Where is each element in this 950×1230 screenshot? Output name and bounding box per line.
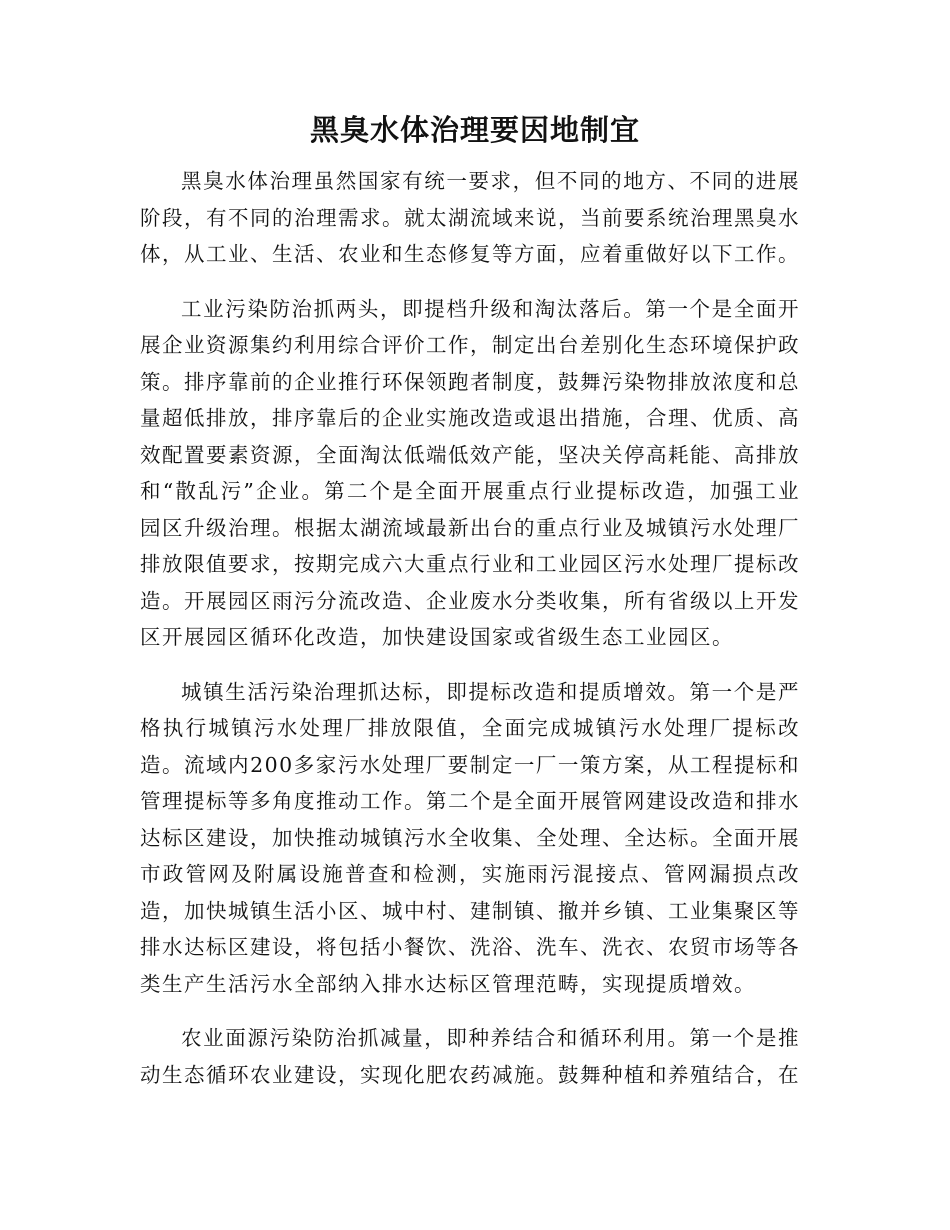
paragraph-intro: 黑臭水体治理虽然国家有统一要求，但不同的地方、不同的进展阶段，有不同的治理需求。就太湖流域来说，当前要系统治理黑臭水体，从工业、生活、农业和生态修复等方面，应着重做好以下工作。 bbox=[140, 169, 800, 266]
document-title: 黑臭水体治理要因地制宜 bbox=[309, 113, 640, 147]
paragraph-agriculture: 农业面源污染防治抓减量，即种养结合和循环利用。第一个是推动生态循环农业建设，实现化肥农药减施。鼓舞种植和养殖结合，在 bbox=[140, 1026, 800, 1087]
paragraph-industrial: 工业污染防治抓两头，即提档升级和淘汰落后。第一个是全面开展企业资源集约利用综合评价工作，制定出台差别化生态环境保护政策。排序靠前的企业推行环保领跑者制度，鼓舞污染物排放浓度和总量超低排放，排序靠后的企业实施改造或退出措施，合理、优质、高效配置要素资源，全面淘汰低端低效产能，坚决关停高耗能、高排放和“散乱污”企业。第二个是全面开展重点行业提标改造，加强工业园区升级治理。根据太湖流域最新出台的重点行业及城镇污水处理厂排放限值要求，按期完成六大重点行业和工业园区污水处理厂提标改造。开展园区雨污分流改造、企业废水分类收集，所有省级以上开发区开展园区循环化改造，加快建设国家或省级生态工业园区。 bbox=[140, 296, 800, 649]
document-body bbox=[140, 163, 800, 1111]
paragraph-urban: 城镇生活污染治理抓达标，即提标改造和提质增效。第一个是严格执行城镇污水处理厂排放限值，全面完成城镇污水处理厂提标改造。流域内200多家污水处理厂要制定一厂一策方案，从工程提标和管理提标等多角度推动工作。第二个是全面开展管网建设改造和排水达标区建设，加快推动城镇污水全收集、全处理、全达标。全面开展市政管网及附属设施普查和检测，实施雨污混接点、管网漏损点改造，加快城镇生活小区、城中村、建制镇、撤并乡镇、工业集聚区等排水达标区建设，将包括小餐饮、洗浴、洗车、洗衣、农贸市场等各类生产生活污水全部纳入排水达标区管理范畴，实现提质增效。 bbox=[140, 679, 800, 996]
